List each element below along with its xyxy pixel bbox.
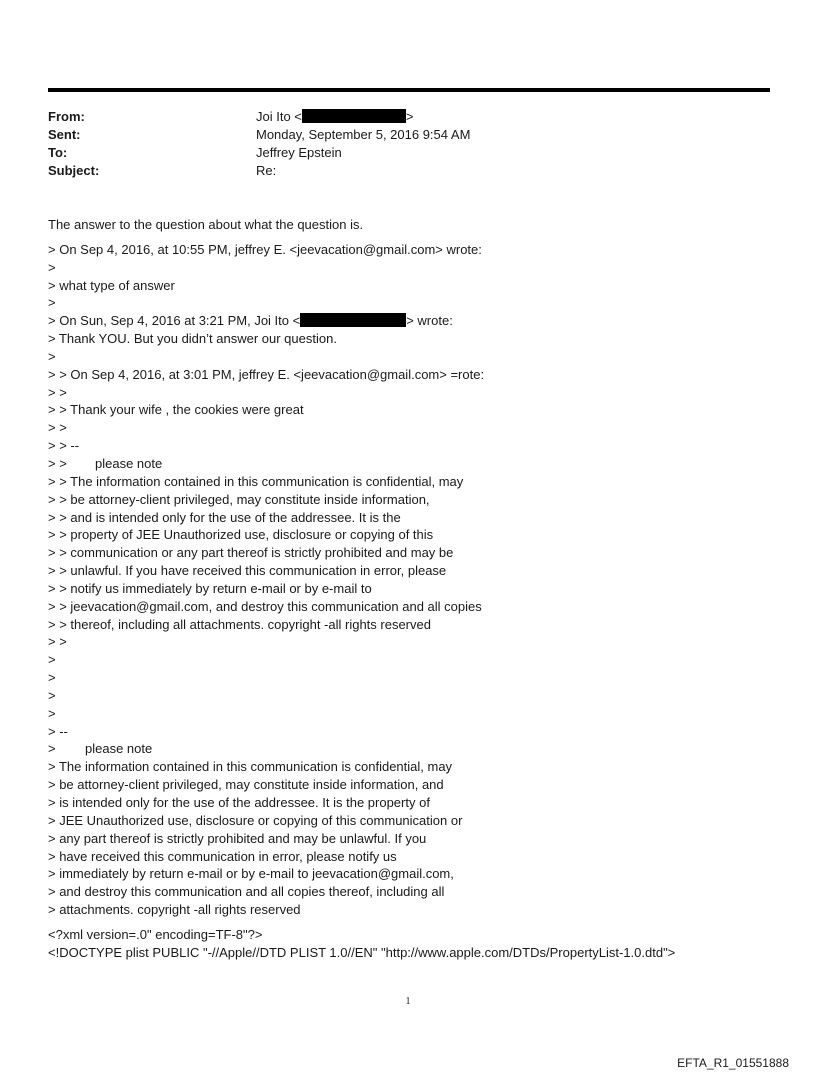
quote-line: > attachments. copyright -all rights reserved — [48, 902, 301, 918]
quote-line: > > jeevacation@gmail.com, and destroy this communication and all copies — [48, 598, 482, 614]
subject-value: Re: — [256, 163, 277, 178]
sent-label: Sent: — [48, 127, 81, 142]
quote-line: > what type of answer — [48, 277, 175, 293]
quote-line — [48, 312, 675, 330]
quote-line: > — [48, 295, 56, 311]
quote-line: > have received this communication in error, please notify us — [48, 848, 397, 864]
quote-line: > > be attorney-client privileged, may constitute inside information, — [48, 491, 430, 507]
quote-line: > immediately by return e-mail or by e-mail to jeevacation@gmail.com, — [48, 866, 454, 882]
quote-line: > JEE Unauthorized use, disclosure or copying of this communication or — [48, 812, 463, 828]
quote-line: > — [48, 652, 56, 668]
quote-line: > — [48, 670, 56, 686]
body-intro: The answer to the question about what the question is. — [48, 217, 364, 232]
email-body — [48, 216, 675, 962]
doctype-line: <!DOCTYPE plist PUBLIC "-//Apple//DTD PLIST 1.0//EN" "http://www.apple.com/DTDs/PropertyList-1.0.dtd"> — [48, 944, 676, 960]
quote-text: > wrote: — [406, 313, 453, 329]
to-value: Jeffrey Epstein — [256, 145, 342, 160]
xml-declaration: <?xml version=.0" encoding=TF-8"?> — [48, 926, 263, 942]
quote-line: > > — [48, 634, 67, 650]
quote-line: > On Sep 4, 2016, at 10:55 PM, jeffrey E. <jeevacation@gmail.com> wrote: — [48, 241, 482, 257]
to-label: To: — [48, 145, 68, 160]
quote-text: > On Sun, Sep 4, 2016 at 3:21 PM, Joi Ito < — [48, 313, 301, 329]
from-close: > — [405, 109, 414, 124]
quote-line: > The information contained in this communication is confidential, may — [48, 759, 453, 775]
redaction-box — [300, 313, 406, 327]
quote-line: > > -- — [48, 438, 80, 454]
document-stamp: EFTA_R1_01551888 — [677, 1056, 789, 1070]
quote-line: > > On Sep 4, 2016, at 3:01 PM, jeffrey E. <jeevacation@gmail.com> =rote: — [48, 366, 485, 382]
quote-line: > — [48, 705, 56, 721]
quote-line: > > Thank your wife , the cookies were great — [48, 402, 304, 418]
quote-line: > Thank YOU. But you didn’t answer our question. — [48, 331, 337, 347]
quote-line: > — [48, 348, 56, 364]
quote-line: > > — [48, 384, 67, 400]
quote-line: > > unlawful. If you have received this communication in error, please — [48, 563, 447, 579]
quote-line: > — [48, 687, 56, 703]
quote-line: > — [48, 259, 56, 275]
quote-line: > > notify us immediately by return e-mail or by e-mail to — [48, 580, 372, 596]
quote-line: > any part thereof is strictly prohibited and may be unlawful. If you — [48, 830, 427, 846]
quote-text: > — [48, 741, 56, 757]
subject-label: Subject: — [48, 163, 100, 178]
header-rule — [48, 88, 770, 92]
quote-line: > be attorney-client privileged, may constitute inside information, and — [48, 777, 444, 793]
from-value — [256, 108, 413, 126]
quote-line: > > and is intended only for the use of the addressee. It is the — [48, 509, 401, 525]
quote-text: > > — [48, 455, 67, 471]
quote-line: > > thereof, including all attachments. copyright -all rights reserved — [48, 616, 431, 632]
quote-line — [48, 455, 675, 473]
quote-text: please note — [95, 455, 163, 471]
quote-line: > is intended only for the use of the addressee. It is the property of — [48, 795, 430, 810]
quote-text: please note — [85, 741, 153, 757]
redaction-box — [302, 109, 406, 123]
quote-line — [48, 740, 675, 758]
page-number: 1 — [405, 996, 411, 1007]
quote-line: > > — [48, 420, 67, 436]
quote-line: > > The information contained in this communication is confidential, may — [48, 473, 464, 489]
from-label: From: — [48, 109, 85, 124]
quote-line: > and destroy this communication and all copies thereof, including all — [48, 884, 445, 900]
quote-line: > -- — [48, 723, 68, 739]
quote-line: > > communication or any part thereof is strictly prohibited and may be — [48, 545, 454, 561]
from-name: Joi Ito < — [256, 109, 302, 124]
sent-value: Monday, September 5, 2016 9:54 AM — [256, 127, 471, 142]
quote-line: > > property of JEE Unauthorized use, disclosure or copying of this — [48, 527, 434, 543]
